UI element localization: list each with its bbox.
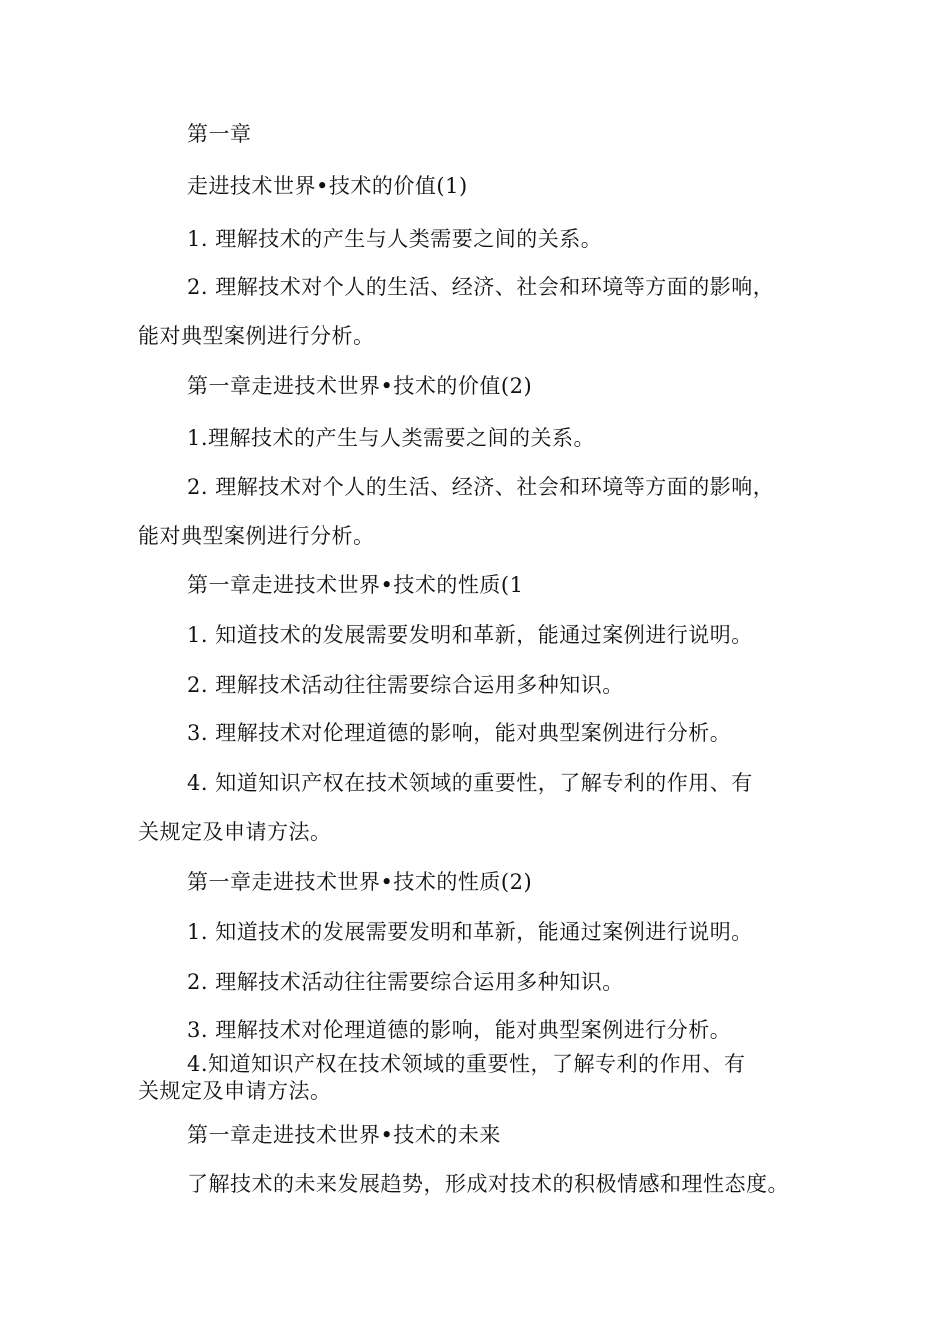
paragraph-line: 1. 知道技术的发展需要发明和革新，能通过案例进行说明。 [187, 623, 753, 647]
paragraph-line: 2. 理解技术对个人的生活、经济、社会和环境等方面的影响， [187, 275, 775, 299]
section-title: 第一章走进技术世界•技术的性质(2) [187, 870, 533, 894]
paragraph-line: 2. 理解技术活动往往需要综合运用多种知识。 [187, 970, 624, 994]
paragraph-line: 1. 知道技术的发展需要发明和革新，能通过案例进行说明。 [187, 920, 753, 944]
paragraph-continuation: 关规定及申请方法。 [138, 820, 332, 844]
paragraph-line: 4. 知道知识产权在技术领域的重要性，了解专利的作用、有 [187, 771, 753, 795]
paragraph-line: 2. 理解技术活动往往需要综合运用多种知识。 [187, 673, 624, 697]
paragraph-line: 3. 理解技术对伦理道德的影响，能对典型案例进行分析。 [187, 1018, 732, 1042]
paragraph-continuation: 关规定及申请方法。 [138, 1079, 332, 1103]
paragraph-line: 3. 理解技术对伦理道德的影响，能对典型案例进行分析。 [187, 721, 732, 745]
paragraph-line: 4.知道知识产权在技术领域的重要性，了解专利的作用、有 [187, 1052, 746, 1076]
section-title: 走进技术世界•技术的价值(1) [187, 174, 468, 198]
paragraph-line: 1.理解技术的产生与人类需要之间的关系。 [187, 426, 596, 450]
paragraph-continuation: 能对典型案例进行分析。 [138, 324, 375, 348]
chapter-heading: 第一章 [187, 122, 252, 146]
paragraph-line: 了解技术的未来发展趋势，形成对技术的积极情感和理性态度。 [187, 1172, 789, 1196]
section-title: 第一章走进技术世界•技术的未来 [187, 1123, 501, 1147]
section-title: 第一章走进技术世界•技术的价值(2) [187, 374, 533, 398]
paragraph-line: 1. 理解技术的产生与人类需要之间的关系。 [187, 227, 603, 251]
section-title: 第一章走进技术世界•技术的性质(1 [187, 573, 524, 597]
paragraph-continuation: 能对典型案例进行分析。 [138, 524, 375, 548]
paragraph-line: 2. 理解技术对个人的生活、经济、社会和环境等方面的影响， [187, 475, 775, 499]
